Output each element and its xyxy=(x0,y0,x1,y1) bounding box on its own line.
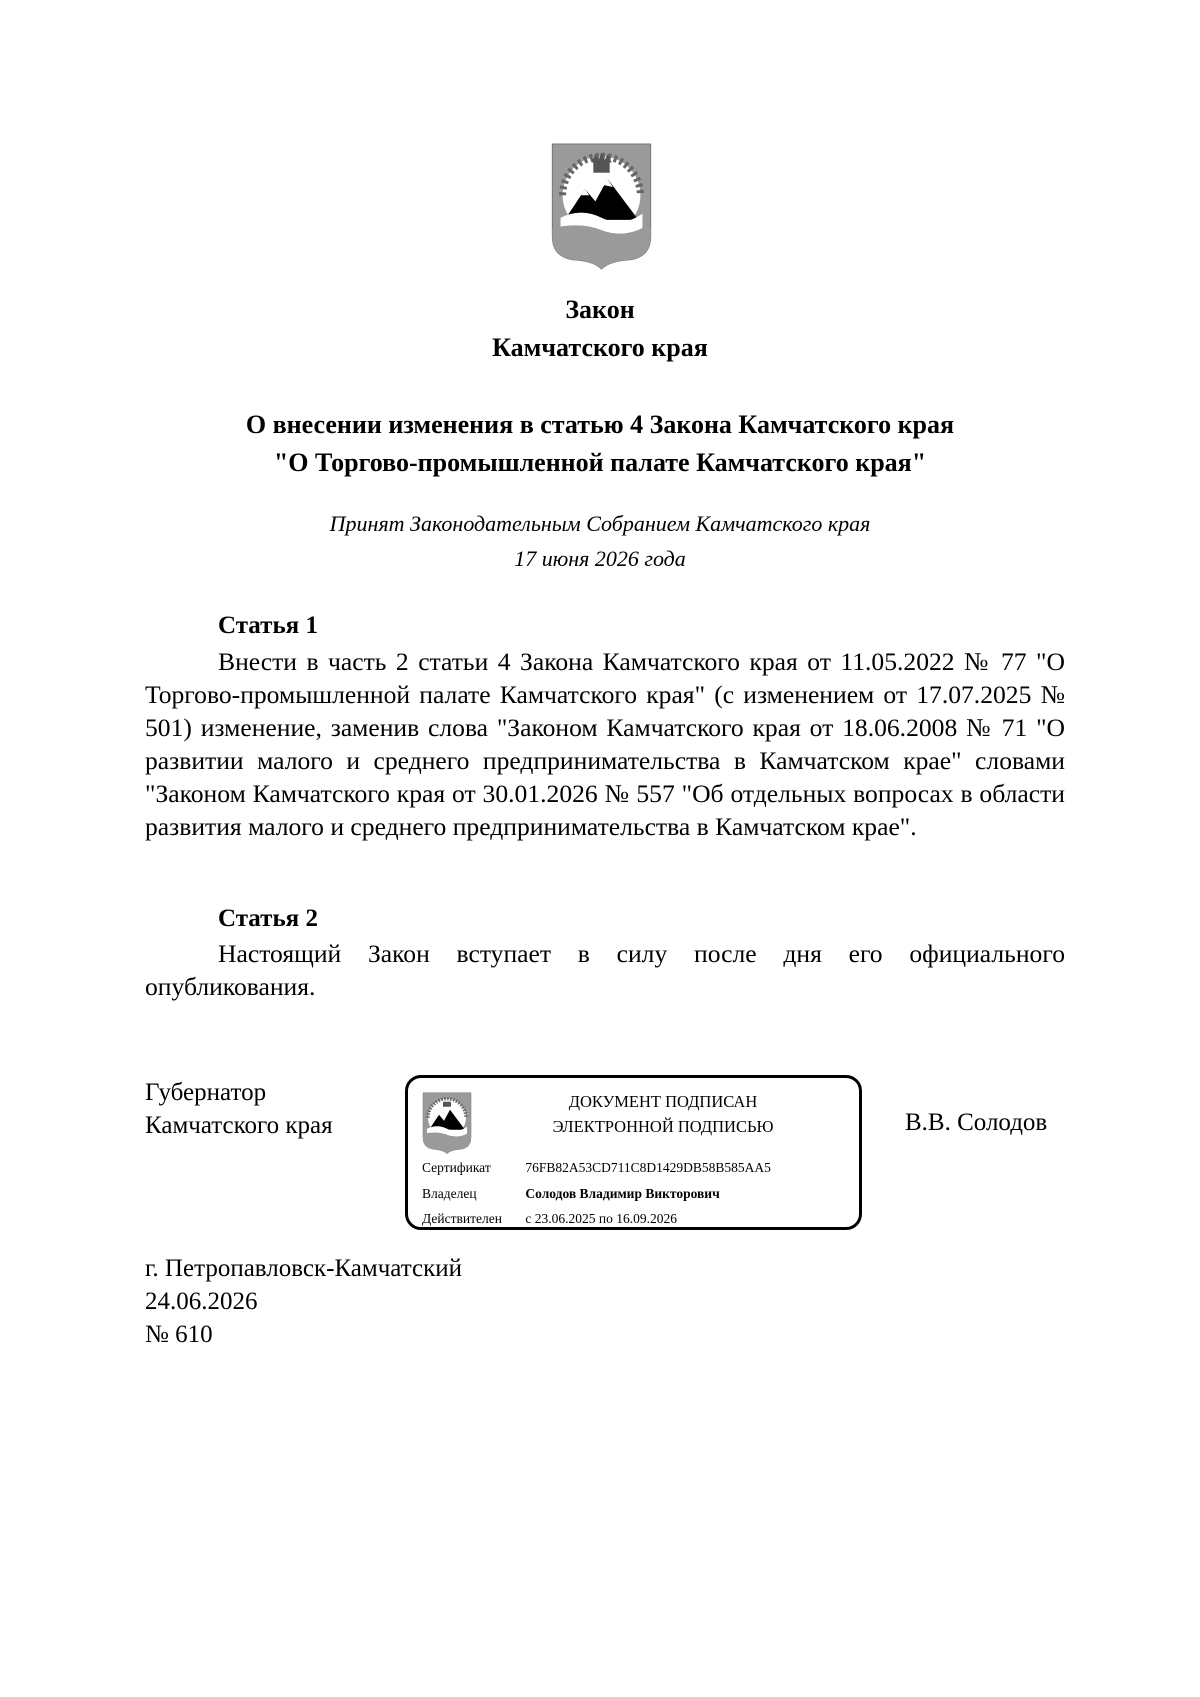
document-date: 24.06.2026 xyxy=(145,1288,258,1315)
stamp-title-line1: ДОКУМЕНТ ПОДПИСАН xyxy=(568,1092,758,1111)
stamp-owner-label: Владелец xyxy=(422,1186,477,1201)
article-2-heading: Статья 2 xyxy=(218,905,318,932)
kamchatka-coat-of-arms-icon xyxy=(422,1086,472,1160)
law-region: Камчатского края xyxy=(492,333,708,362)
law-title: Закон xyxy=(565,295,635,324)
stamp-owner-value: Солодов Владимир Викторович xyxy=(525,1186,720,1201)
law-subject-line1: О внесении изменения в статью 4 Закона Камчатского края xyxy=(245,410,955,439)
document-city: г. Петропавловск-Камчатский xyxy=(145,1255,462,1282)
adopted-date: 17 июня 2026 года xyxy=(514,546,686,571)
document-number: № 610 xyxy=(145,1321,213,1348)
signatory-position-line1: Губернатор xyxy=(145,1079,267,1106)
stamp-valid-label: Действителен xyxy=(422,1211,502,1226)
signatory-name: В.В. Солодов xyxy=(905,1109,1048,1136)
signatory-position xyxy=(145,1076,333,1142)
stamp-valid-row xyxy=(422,1211,677,1227)
stamp-certificate-value: 76FB82A53CD711C8D1429DB58B585AA5 xyxy=(525,1160,771,1175)
signatory-position-line2: Камчатского края xyxy=(145,1112,333,1139)
stamp-title-line2: ЭЛЕКТРОННОЙ ПОДПИСЬЮ xyxy=(552,1117,774,1136)
article-1-heading: Статья 1 xyxy=(218,612,318,639)
stamp-owner-row xyxy=(422,1186,720,1202)
article-2-text: Настоящий Закон вступает в силу после дня его официального опубликования. xyxy=(145,939,1065,1001)
law-subject-line2: "О Торгово-промышленной палате Камчатского края" xyxy=(273,448,927,477)
electronic-signature-stamp xyxy=(405,1075,862,1230)
kamchatka-coat-of-arms-icon xyxy=(550,142,653,270)
stamp-certificate-label: Сертификат xyxy=(422,1160,491,1175)
adopted-by: Принят Законодательным Собранием Камчатского края xyxy=(329,511,871,536)
stamp-certificate-row xyxy=(422,1160,771,1176)
article-1-text: Внести в часть 2 статьи 4 Закона Камчатского края от 11.05.2022 № 77 "О Торгово-промышленной палате Камчатского края" (с изменением от 17.07.2025 № 501) изменение, заменив слова "Законом Камчатского края от 18.06.2008 № 71 "О развитии малого и среднего предпринимательства в Камчатском крае" словами "Законом Камчатского края от 30.01.2026 № 557 "Об отдельных вопросах в области развития малого и среднего предпринимательства в Камчатском крае". xyxy=(145,647,1065,841)
stamp-valid-value: с 23.06.2025 по 16.09.2026 xyxy=(525,1211,677,1226)
document-footer xyxy=(145,1252,462,1351)
